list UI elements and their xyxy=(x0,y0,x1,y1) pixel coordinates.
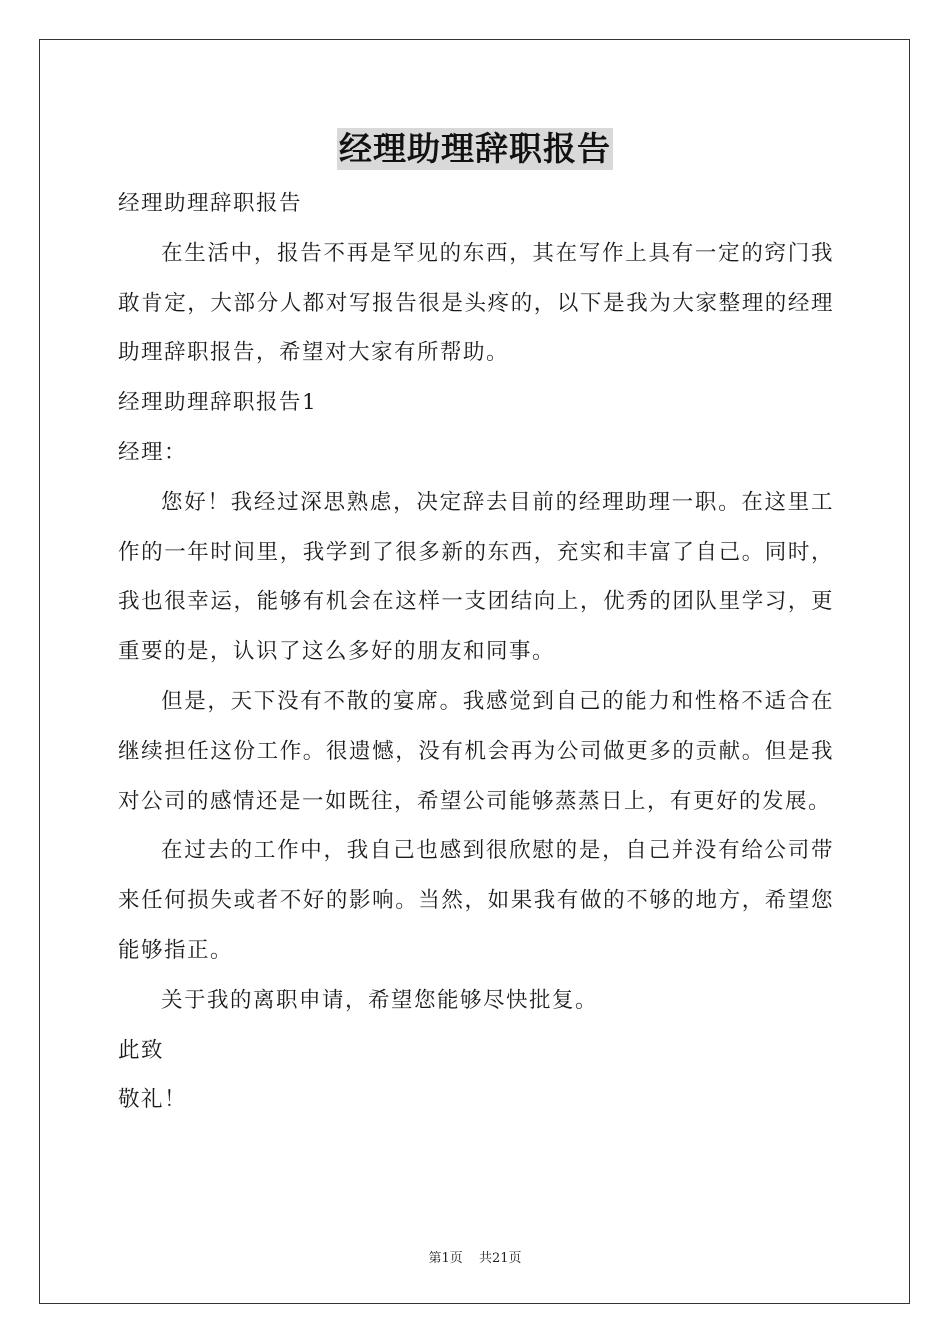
paragraph: 您好！我经过深思熟虑，决定辞去目前的经理助理一职。在这里工作的一年时间里，我学到了很多新的东西，充实和丰富了自己。同时，我也很幸运，能够有机会在这样一支团结向上，优秀的团队里学习，更重要的是，认识了这么多好的朋友和同事。 xyxy=(118,489,834,665)
paragraph: 此致 xyxy=(118,1037,165,1063)
paragraph: 在过去的工作中，我自己也感到很欣慰的是，自己并没有给公司带来任何损失或者不好的影响。当然，如果我有做的不够的地方，希望您能够指正。 xyxy=(118,838,834,963)
paragraph: 经理助理辞职报告 xyxy=(118,191,303,216)
paragraph: 但是，天下没有不散的宴席。我感觉到自己的能力和性格不适合在继续担任这份工作。很遗憾，没有机会再为公司做更多的贡献。但是我对公司的感情还是一如既往，希望公司能够蒸蒸日上，有更好的发展。 xyxy=(118,688,834,814)
page-number: 第1页 xyxy=(428,1251,463,1266)
page-footer xyxy=(0,1247,950,1266)
page-total: 共21页 xyxy=(478,1251,522,1266)
paragraph: 在生活中，报告不再是罕见的东西，其在写作上具有一定的窍门我敢肯定，大部分人都对写报告很是头疼的，以下是我为大家整理的经理助理辞职报告，希望对大家有所帮助。 xyxy=(118,240,834,366)
title-container xyxy=(0,128,950,170)
document-body xyxy=(118,179,834,1125)
paragraph: 关于我的离职申请，希望您能够尽快批复。 xyxy=(161,987,599,1013)
paragraph: 经理： xyxy=(118,439,188,465)
document-title: 经理助理辞职报告 xyxy=(339,129,611,168)
paragraph: 经理助理辞职报告1 xyxy=(118,390,318,416)
paragraph: 敬礼！ xyxy=(118,1087,188,1113)
